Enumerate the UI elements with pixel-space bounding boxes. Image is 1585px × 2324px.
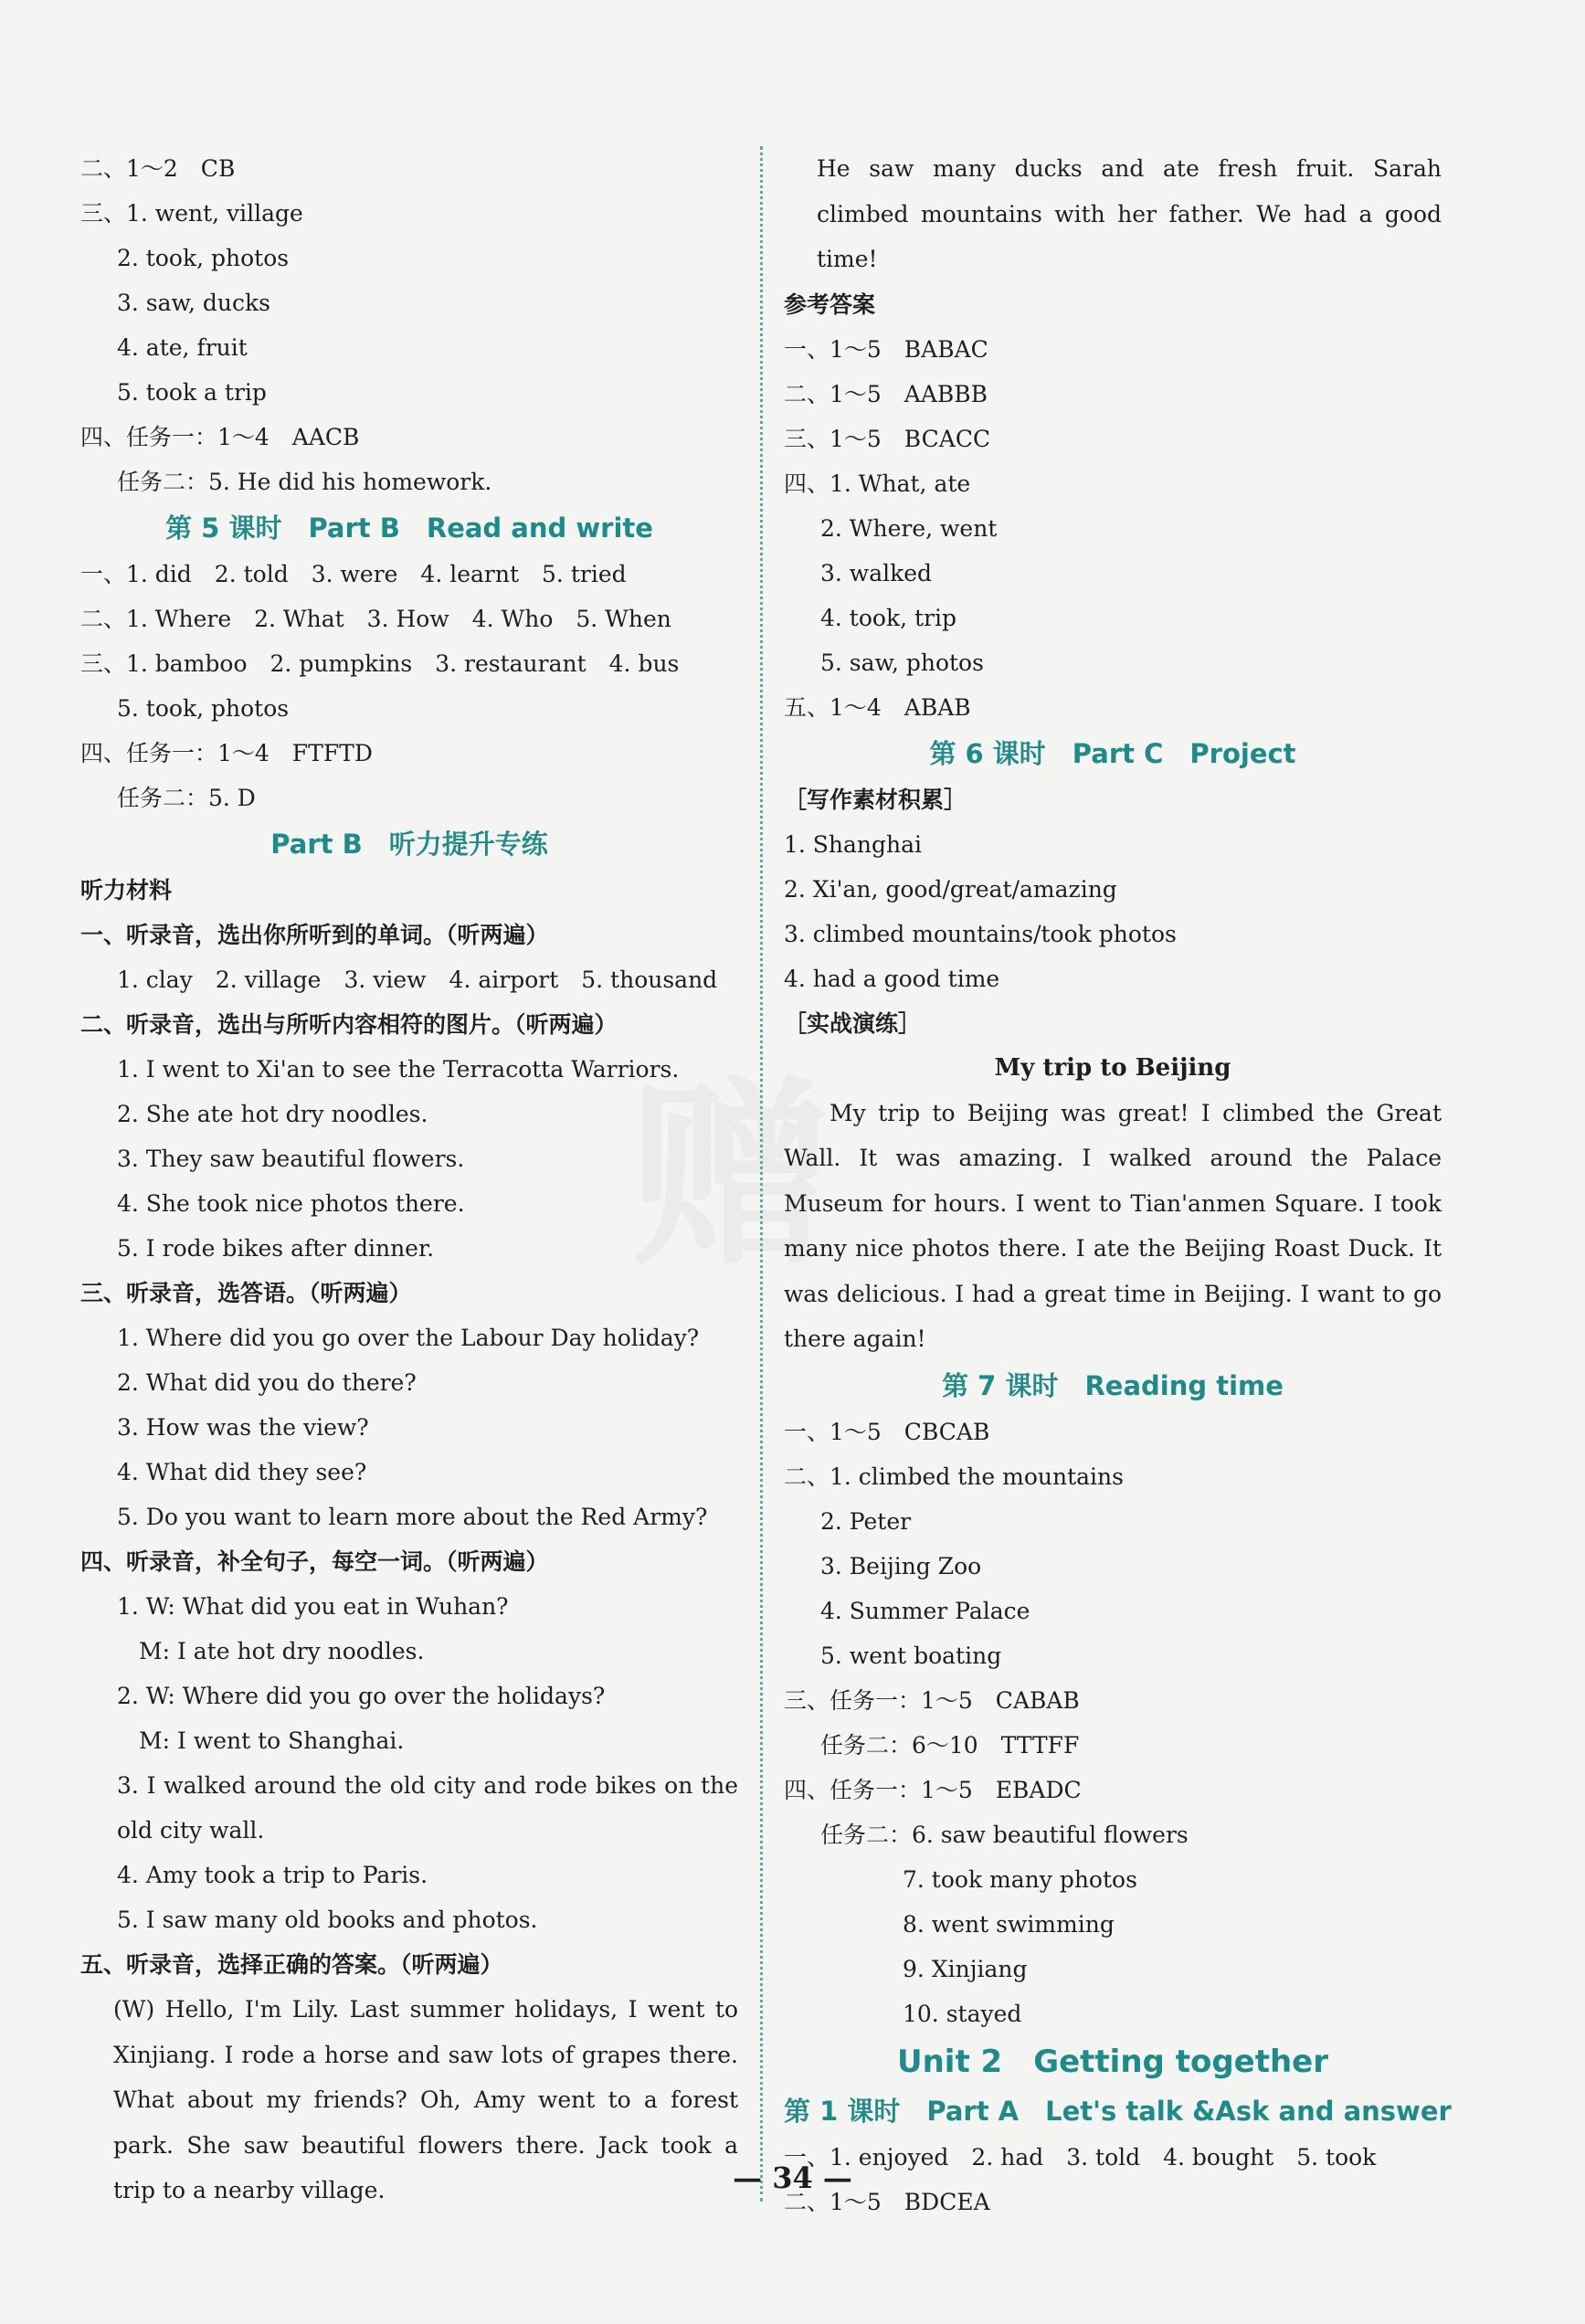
practice-label: ［实战演练］ — [784, 1009, 922, 1037]
lesson-7-title: 第 7 课时 Reading time — [942, 1369, 1284, 1401]
answer-line: 5. went boating — [820, 1642, 1002, 1669]
answer-line: 4. She took nice photos there. — [117, 1190, 465, 1217]
answer-line: 4. ate, fruit — [117, 334, 248, 361]
answer-line: 一、1. did 2. told 3. were 4. learnt 5. tried — [80, 561, 627, 587]
part-b-listening-title: Part B 听力提升专练 — [270, 829, 548, 860]
answer-line: 2. What did you do there? — [117, 1369, 417, 1396]
watermark: 赠 — [630, 1059, 832, 1293]
answer-line: 四、任务一：1～4 FTFTD — [80, 740, 373, 766]
answer-line: 7. took many photos — [903, 1865, 1137, 1893]
answer-line: 3. How was the view? — [117, 1414, 369, 1441]
unit-2-title: Unit 2 Getting together — [896, 2043, 1328, 2080]
listening-passage-continued: He saw many ducks and ate fresh fruit. Sarah climbed mountains with her father. We had a good time! — [817, 155, 1442, 272]
answer-line: 1. clay 2. village 3. view 4. airport 5. thousand — [117, 967, 718, 993]
answer-line: 一、1～5 BABAC — [784, 335, 988, 363]
answer-line: 10. stayed — [903, 2000, 1022, 2027]
answer-line: 5. took, photos — [117, 695, 290, 722]
question-heading: 二、听录音，选出与所听内容相符的图片。（听两遍） — [80, 1011, 618, 1038]
answer-line: 4. Summer Palace — [820, 1597, 1030, 1624]
left-column — [80, 146, 738, 2213]
answer-line: 4. had a good time — [784, 965, 1000, 992]
lesson-6-title: 第 6 课时 Part C Project — [929, 737, 1296, 769]
answer-line: 2. Where, went — [820, 514, 998, 542]
answer-line: 3. walked — [820, 559, 933, 586]
answer-line: 5. I saw many old books and photos. — [117, 1907, 538, 1933]
page-number: — 34 — — [733, 2160, 852, 2195]
answer-line: 5. saw, photos — [820, 649, 984, 676]
answer-line: 任务二：5. D — [117, 785, 256, 811]
answer-line: 任务二：6. saw beautiful flowers — [820, 1821, 1189, 1848]
answer-line: 四、任务一：1～4 AACB — [80, 424, 360, 450]
answer-line: 8. went swimming — [903, 1910, 1115, 1938]
writing-material-label: ［写作素材积累］ — [784, 786, 967, 813]
answer-line: 1. Where did you go over the Labour Day holiday? — [117, 1325, 700, 1351]
answer-line: 4. took, trip — [820, 604, 956, 631]
answer-line: 二、1～5 BDCEA — [784, 2188, 990, 2215]
answer-line: 1. Shanghai — [784, 830, 923, 858]
answers-label: 参考答案 — [784, 290, 876, 318]
answer-line: M: I went to Shanghai. — [139, 1727, 405, 1754]
answer-line: 一、1～5 CBCAB — [784, 1418, 990, 1445]
answer-line: 2. She ate hot dry noodles. — [117, 1101, 428, 1127]
listening-label: 听力材料 — [80, 877, 173, 903]
answer-line: 2. Xi'an, good/great/amazing — [784, 875, 1117, 903]
answer-line: 三、1. bamboo 2. pumpkins 3. restaurant 4. bus — [80, 650, 680, 677]
answer-line: 4. What did they see? — [117, 1459, 367, 1485]
answer-line: 五、1～4 ABAB — [784, 693, 971, 721]
answer-line: 三、1. went, village — [80, 200, 303, 227]
answer-line: 2. Peter — [820, 1507, 912, 1535]
answer-line: 三、1～5 BCACC — [784, 425, 991, 452]
answer-line: 3. saw, ducks — [117, 290, 270, 316]
answer-line: 3. They saw beautiful flowers. — [117, 1146, 465, 1172]
answer-line: 2. took, photos — [117, 245, 290, 271]
question-heading: 四、听录音，补全句子，每空一词。（听两遍） — [80, 1548, 549, 1575]
answer-line: 9. Xinjiang — [903, 1955, 1028, 1982]
essay-title: My trip to Beijing — [994, 1053, 1231, 1082]
listening-passage: (W) Hello, I'm Lily. Last summer holidays, I went to Xinjiang. I rode a horse and saw lots of grapes there. What about my friends? Oh, Amy went to a forest park. She saw beautiful flowers there. Jack took a trip to a nearby village. — [113, 1996, 738, 2203]
answer-line: 3. climbed mountains/took photos — [784, 920, 1177, 947]
answer-line: 5. Do you want to learn more about the Red Army? — [117, 1504, 708, 1530]
answer-line: 一、1. enjoyed 2. had 3. told 4. bought 5. took — [784, 2143, 1377, 2171]
question-heading: 三、听录音，选答语。（听两遍） — [80, 1280, 412, 1306]
question-heading: 一、听录音，选出你所听到的单词。（听两遍） — [80, 922, 549, 948]
column-divider — [760, 146, 763, 2202]
essay-body: My trip to Beijing was great! I climbed the Great Wall. It was amazing. I walked around the Palace Museum for hours. I went to Tian'anmen Square. I took many nice photos there. I ate the Beijing Roast Duck. It was delicious. I had a great time in Beijing. I want to go there again! — [784, 1099, 1442, 1352]
answer-line: 任务二：5. He did his homework. — [117, 469, 492, 495]
answer-line: 3. I walked around the old city and rode bikes on the old city wall. — [117, 1772, 738, 1843]
unit-2-lesson-1-title: 第 1 课时 Part A Let's talk &Ask and answer — [784, 2095, 1452, 2127]
answer-line: 四、1. What, ate — [784, 470, 971, 497]
answer-line: 3. Beijing Zoo — [820, 1552, 982, 1579]
question-heading: 五、听录音，选择正确的答案。（听两遍） — [80, 1951, 503, 1978]
answer-line: 1. W: What did you eat in Wuhan? — [117, 1593, 509, 1620]
answer-line: 四、任务一：1～5 EBADC — [784, 1776, 1082, 1803]
answer-line: 二、1～2 CB — [80, 155, 236, 182]
answer-line: 4. Amy took a trip to Paris. — [117, 1862, 428, 1888]
answer-line: 三、任务一：1～5 CABAB — [784, 1686, 1080, 1714]
right-column — [784, 146, 1452, 2224]
answer-line: 任务二：6～10 TTTFF — [820, 1731, 1080, 1759]
answer-line: 二、1～5 AABBB — [784, 380, 988, 407]
lesson-5-title: 第 5 课时 Part B Read and write — [165, 512, 653, 544]
answer-line: 二、1. climbed the mountains — [784, 1463, 1124, 1490]
answer-line: 1. I went to Xi'an to see the Terracotta Warriors. — [117, 1056, 680, 1083]
answer-line: 二、1. Where 2. What 3. How 4. Who 5. When — [80, 606, 671, 632]
answer-line: 2. W: Where did you go over the holidays? — [117, 1683, 606, 1709]
answer-line: M: I ate hot dry noodles. — [139, 1638, 425, 1664]
answer-line: 5. took a trip — [117, 379, 267, 406]
answer-line: 5. I rode bikes after dinner. — [117, 1235, 435, 1262]
